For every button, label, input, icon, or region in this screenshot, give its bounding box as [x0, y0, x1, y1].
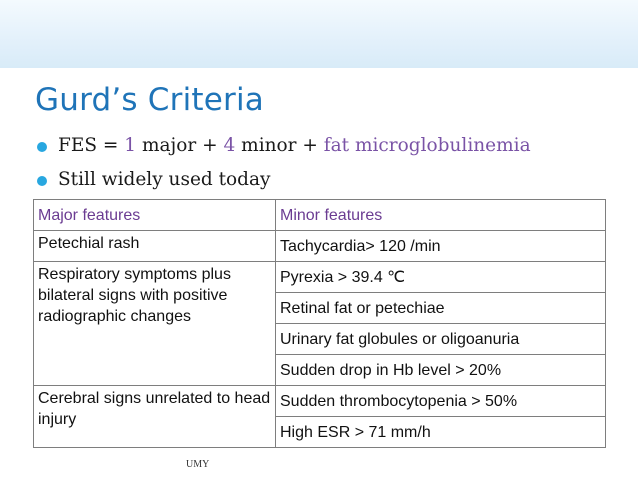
minor-cell: Sudden thrombocytopenia > 50%: [276, 386, 606, 417]
major-cell: Petechial rash: [34, 231, 276, 262]
bullet-item-usage: [34, 169, 531, 203]
minor-cell: Sudden drop in Hb level > 20%: [276, 355, 606, 386]
major-cell: Cerebral signs unrelated to head injury: [34, 386, 276, 448]
bullet-list: [34, 135, 531, 203]
minor-text: minor +: [235, 135, 324, 156]
minor-cell: Urinary fat globules or oligoanuria: [276, 324, 606, 355]
major-text: major +: [136, 135, 224, 156]
bullet-dot-icon: [37, 176, 47, 186]
bullet-dot-icon: [37, 142, 47, 152]
minor-cell: Retinal fat or petechiae: [276, 293, 606, 324]
header-minor-features: Minor features: [276, 200, 606, 231]
major-count: 1: [124, 135, 137, 156]
footer-label: UMY: [186, 459, 210, 470]
slide-title: Gurd’s Criteria: [35, 82, 264, 118]
table-row: [34, 262, 606, 293]
minor-cell: High ESR > 71 mm/h: [276, 417, 606, 448]
table-row: [34, 386, 606, 417]
header-band: [0, 0, 638, 68]
table-header-row: [34, 200, 606, 231]
bullet-item-formula: [34, 135, 531, 169]
minor-cell: Tachycardia> 120 /min: [276, 231, 606, 262]
major-cell: Respiratory symptoms plus bilateral signs with positive radiographic changes: [34, 262, 276, 386]
usage-text: Still widely used today: [58, 169, 271, 190]
criteria-table: [33, 199, 606, 448]
formula-prefix: FES =: [58, 135, 125, 156]
minor-count: 4: [223, 135, 236, 156]
fat-microglobulinemia-text: fat microglobulinemia: [323, 135, 531, 156]
header-major-features: Major features: [34, 200, 276, 231]
table-row: [34, 231, 606, 262]
minor-cell: Pyrexia > 39.4 ℃: [276, 262, 606, 293]
